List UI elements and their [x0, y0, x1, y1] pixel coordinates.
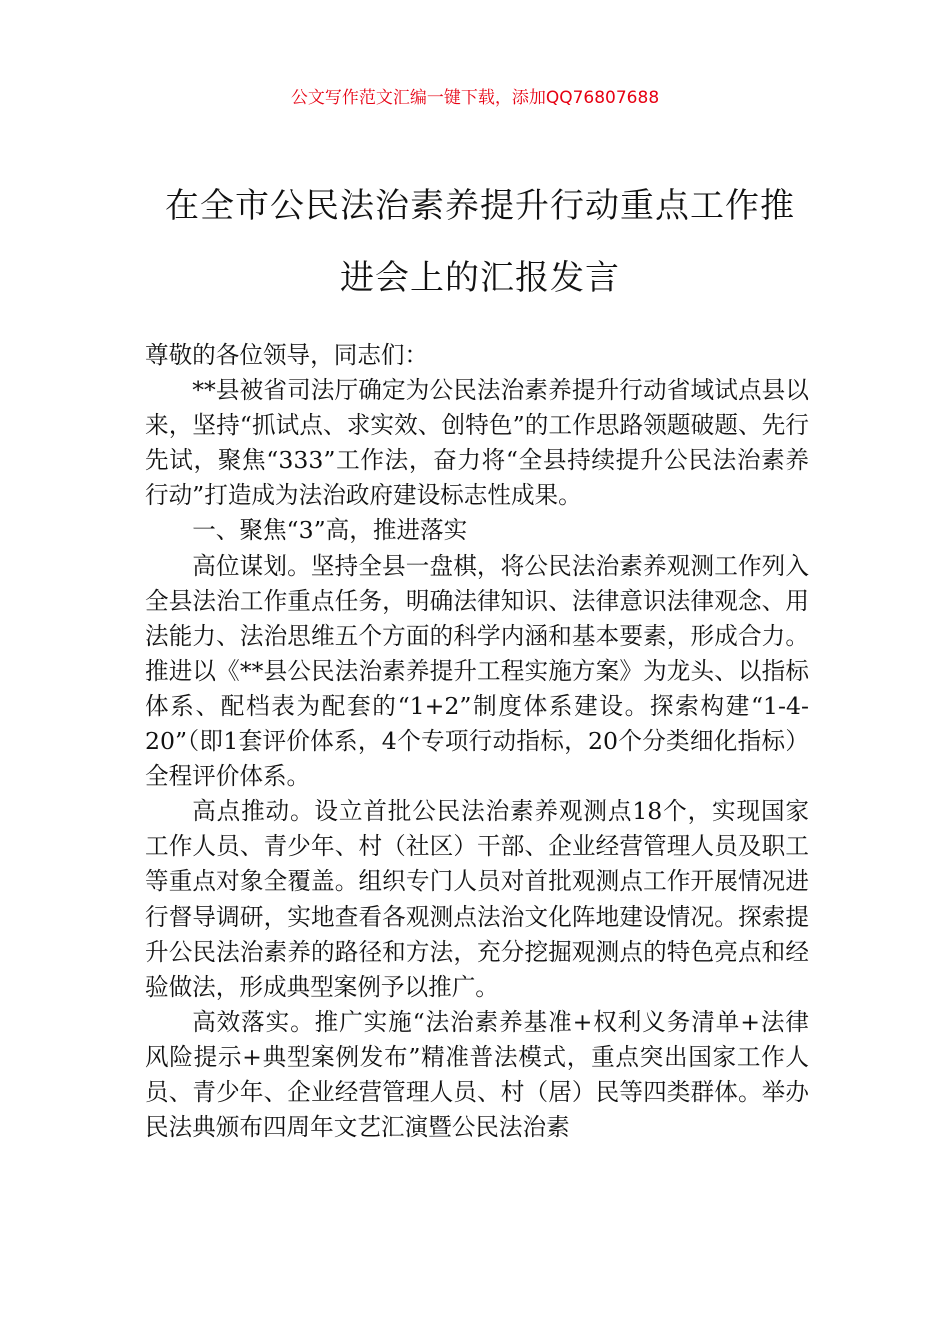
salutation: 尊敬的各位领导，同志们：: [145, 341, 429, 369]
paragraph-high-efficiency: 高效落实。推广实施“法治素养基准+权利义务清单+法律风险提示+典型案例发布”精准普法模式，重点突出国家工作人员、青少年、企业经营管理人员、村（居）民等四类群体。举办民法典颁布四周年文艺汇演暨公民法治素: [145, 1007, 809, 1142]
document-title: 在全市公民法治素养提升行动重点工作推进会上的汇报发言: [165, 186, 795, 298]
paragraph-high-promotion: 高点推动。设立首批公民法治素养观测点18个，实现国家工作人员、青少年、村（社区）干部、企业经营管理人员及职工等重点对象全覆盖。组织专门人员对首批观测点工作开展情况进行督导调研，实地查看各观测点法治文化阵地建设情况。探索提升公民法治素养的路径和方法，充分挖掘观测点的特色亮点和经验做法，形成典型案例予以推广。: [145, 797, 809, 1001]
section-heading: 一、聚焦“3”高，推进落实: [192, 516, 468, 545]
document-body: [145, 338, 809, 1145]
download-banner[interactable]: 公文写作范文汇编一键下载，添加QQ76807688: [290, 88, 660, 108]
paragraph-high-planning: 高位谋划。坚持全县一盘棋，将公民法治素养观测工作列入全县法治工作重点任务，明确法律知识、法律意识法律观念、用法能力、法治思维五个方面的科学内涵和基本要素，形成合力。推进以《**县公民法治素养提升工程实施方案》为龙头、以指标体系、配档表为配套的“1+2”制度体系建设。探索构建“1-4-20”（即1套评价体系，4个专项行动指标，20个分类细化指标）全程评价体系。: [145, 551, 809, 791]
paragraph-intro: **县被省司法厅确定为公民法治素养提升行动省域试点县以来，坚持“抓试点、求实效、创特色”的工作思路领题破题、先行先试，聚焦“333”工作法，奋力将“全县持续提升公民法治素养行动”打造成为法治政府建设标志性成果。: [145, 376, 809, 510]
